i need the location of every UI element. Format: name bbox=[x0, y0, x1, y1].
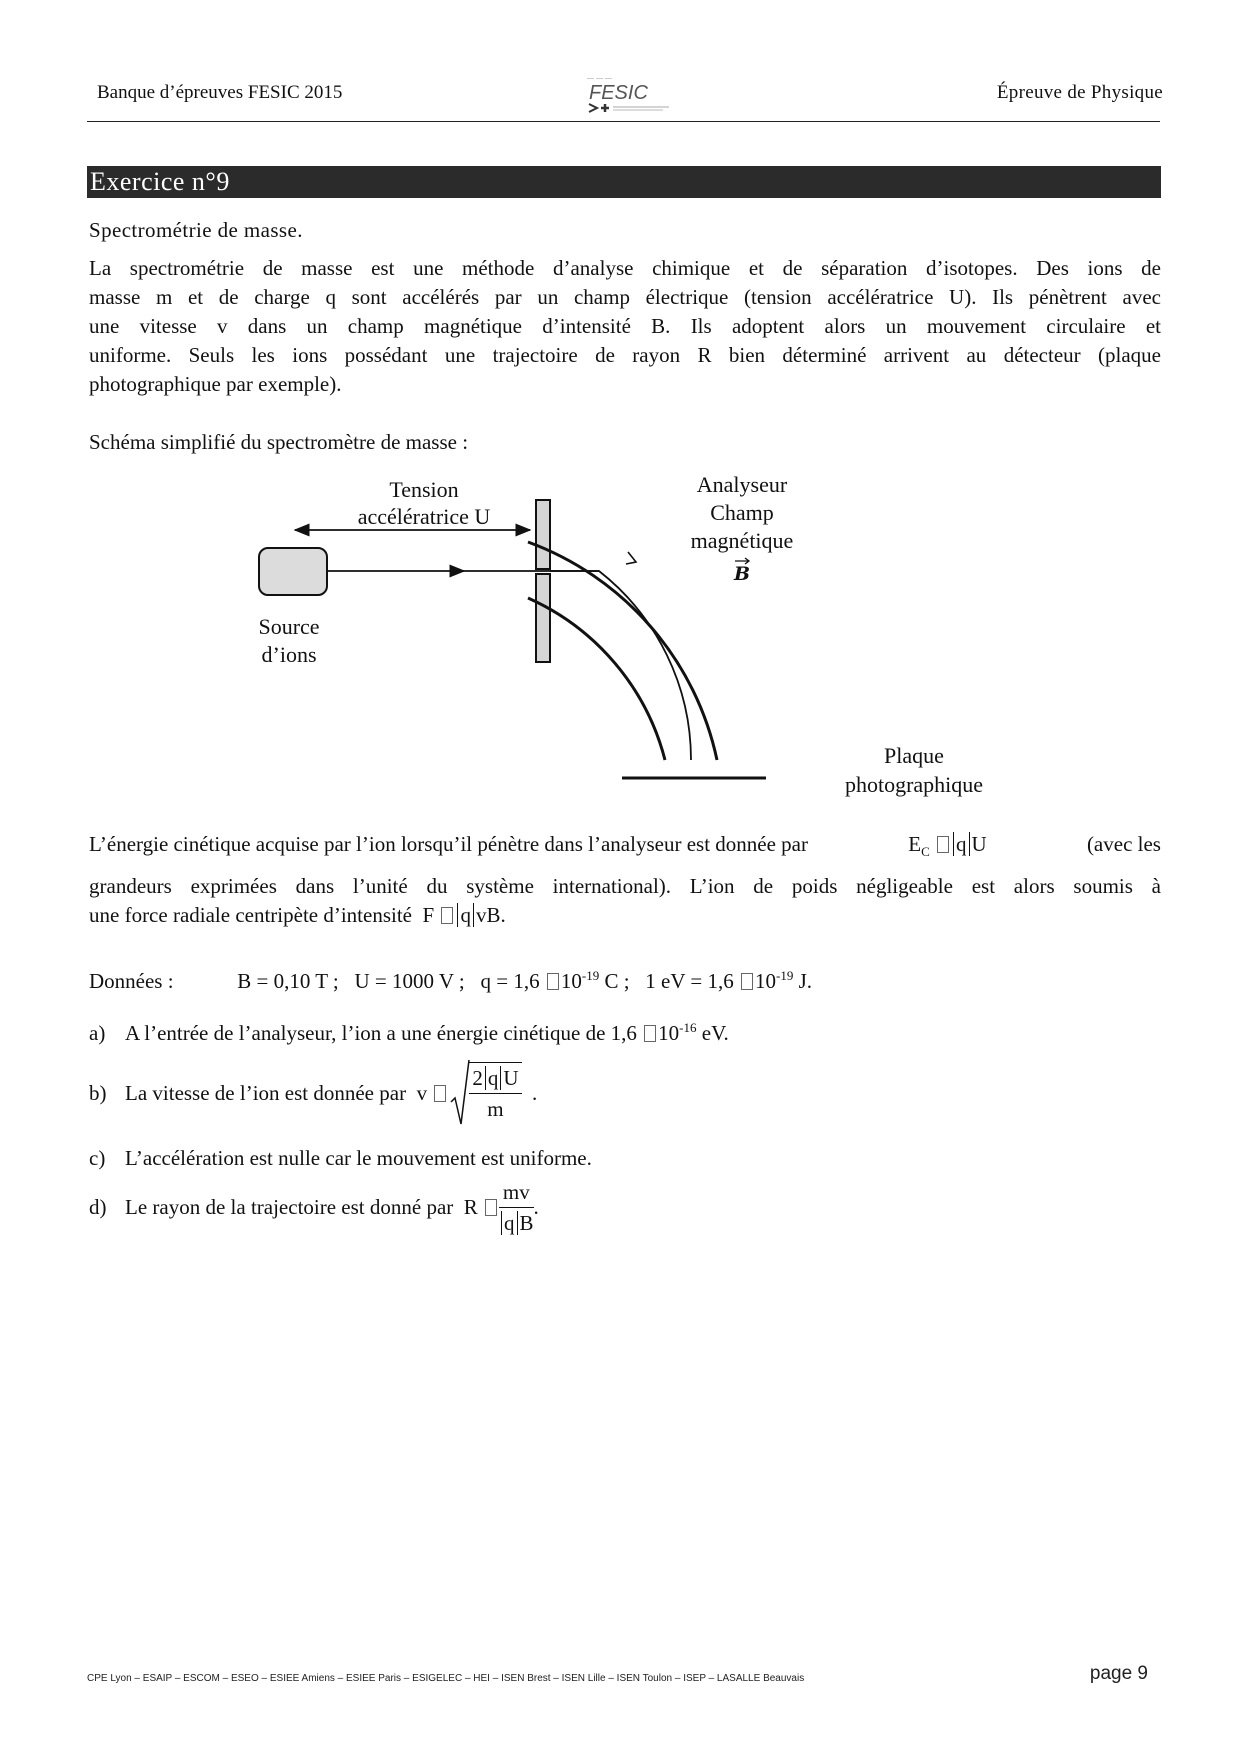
ion-trajectory bbox=[550, 571, 691, 760]
schema-label: Schéma simplifié du spectromètre de masse : bbox=[89, 430, 469, 454]
svg-text:— — —: — — — bbox=[587, 75, 612, 82]
data-q: q = 1,6 $10^{-19}$ C ; bbox=[480, 968, 630, 993]
header-left-title: Banque d’épreuves FESIC 2015 bbox=[97, 82, 343, 103]
analyser-label-2: Champ bbox=[710, 500, 774, 525]
trajectory-arrowhead bbox=[626, 552, 636, 564]
plaque-label-1: Plaque bbox=[884, 743, 944, 768]
data-B: B = 0,10 T ; bbox=[237, 969, 339, 993]
footer-schools: CPE Lyon – ESAIP – ESCOM – ESEO – ESIEE Amiens – ESIEE Paris – ESIGELEC – HEI – ISEN Brest – ISEN Lille – ISEN Toulon – ISEP – LASALLE Beauvais bbox=[87, 1673, 805, 1684]
intro-line: masse m et de charge q sont accélérés par un champ électrique (tension accélératrice U). Ils pénètrent avec bbox=[89, 285, 1161, 309]
source-label-2: d’ions bbox=[261, 642, 317, 667]
plaque-label-2: photographique bbox=[844, 772, 984, 797]
data-U: U = 1000 V ; bbox=[354, 969, 465, 993]
page-number: page 9 bbox=[1089, 1663, 1148, 1684]
accelerating-plate-top bbox=[536, 500, 550, 569]
energy-line-1 bbox=[89, 830, 1161, 866]
answer-item-c: c) L’accélération est nulle car le mouvement est uniforme. bbox=[89, 1146, 592, 1170]
answer-item-d: d) Le rayon de la trajectoire est donné par R $\frac{mv}{\text{q B}}$ . bbox=[89, 1177, 539, 1238]
header-right-title: Épreuve de Physique bbox=[996, 82, 1163, 103]
ion-source-box bbox=[259, 548, 327, 595]
intro-line: uniforme. Seuls les ions possédant une trajectoire de rayon R bien déterminé arrivent au détecteur (plaque bbox=[89, 343, 1161, 367]
intro-paragraph bbox=[89, 254, 1161, 399]
ec-formula: $E_C$ q U bbox=[908, 832, 987, 860]
energy-line-3: une force radiale centripète d’intensité F q vB. bbox=[89, 903, 506, 928]
data-label: Données : bbox=[89, 969, 174, 993]
velocity-fraction: $\frac{\text{2 q U}}{m}$ bbox=[469, 1062, 521, 1124]
data-line bbox=[89, 968, 812, 994]
radius-fraction: $\frac{mv}{\text{q B}}$ bbox=[499, 1177, 534, 1238]
energy-tail: (avec les bbox=[1086, 832, 1161, 856]
exercise-title: Exercice n°9 bbox=[90, 167, 230, 196]
header-divider bbox=[87, 121, 1160, 122]
analyser-label-3: magnétique bbox=[690, 528, 794, 553]
answer-item-a: a) A l’entrée de l’analyseur, l’ion a une énergie cinétique de 1,6 $10^{-16}$ eV. bbox=[89, 1020, 729, 1045]
exercise-subtitle: Spectrométrie de masse. bbox=[89, 218, 303, 242]
exercise-title-bar bbox=[87, 166, 1161, 198]
energy-paragraph bbox=[89, 830, 1161, 930]
intro-line: photographique par exemple). bbox=[89, 372, 342, 396]
logo-text: FESIC bbox=[589, 82, 648, 104]
force-formula: F q vB bbox=[422, 903, 501, 928]
tension-label-2: accélératrice U bbox=[357, 504, 491, 529]
fesic-logo bbox=[583, 74, 675, 120]
analyser-label-1: Analyseur bbox=[696, 472, 788, 497]
source-label-1: Source bbox=[258, 614, 320, 639]
accelerating-plate-bottom bbox=[536, 574, 550, 662]
energy-line-2: grandeurs exprimées dans l’unité du système international). L’ion de poids négligeable est alors soumis à bbox=[89, 874, 1161, 899]
tension-label-1: Tension bbox=[389, 477, 459, 502]
sqrt-sign-icon bbox=[450, 1058, 470, 1128]
field-symbol: B bbox=[733, 563, 751, 585]
mass-spectrometer-diagram bbox=[240, 470, 1020, 810]
data-eV: 1 eV = 1,6 $10^{-19}$ J. bbox=[645, 968, 813, 993]
answer-item-b: b) La vitesse de l’ion est donnée par v $\frac{\text{2 q U}}{m}$ . bbox=[89, 1058, 537, 1128]
intro-line: La spectrométrie de masse est une méthode d’analyse chimique et de séparation d’isotopes. Des ions de bbox=[89, 256, 1161, 280]
energy-text: L’énergie cinétique acquise par l’ion lorsqu’il pénètre dans l’analyseur est donnée par bbox=[89, 832, 808, 856]
intro-line: une vitesse v dans un champ magnétique d’intensité B. Ils adoptent alors un mouvement circulaire et bbox=[89, 314, 1161, 338]
